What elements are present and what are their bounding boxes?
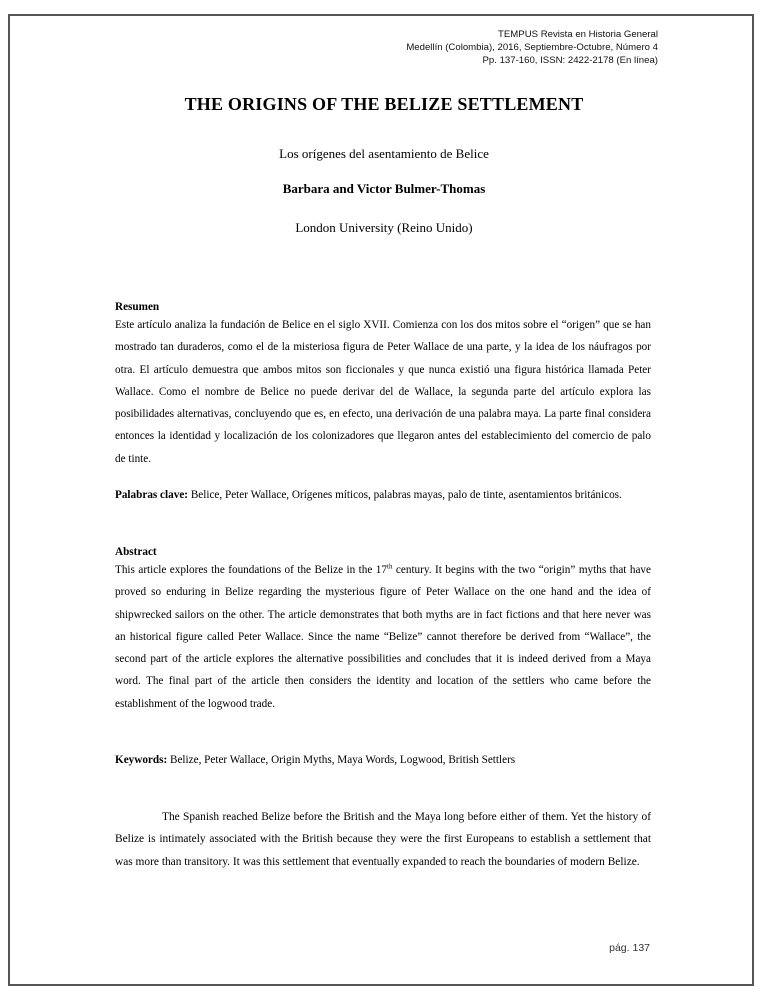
abstract-text bbox=[115, 559, 651, 715]
palabras-clave-section bbox=[115, 484, 651, 506]
resumen-section bbox=[115, 301, 651, 470]
journal-issue: Medellín (Colombia), 2016, Septiembre-Octubre, Número 4 bbox=[406, 42, 658, 53]
author-affiliation: London University (Reino Unido) bbox=[295, 220, 473, 235]
article-authors: Barbara and Victor Bulmer-Thomas bbox=[282, 181, 486, 196]
page-number: pág. 137 bbox=[609, 942, 650, 954]
article-title: THE ORIGINS OF THE BELIZE SETTLEMENT bbox=[184, 94, 584, 114]
article-subtitle: Los orígenes del asentamiento de Belice bbox=[279, 146, 489, 161]
abstract-superscript: th bbox=[387, 562, 393, 571]
resumen-heading: Resumen bbox=[115, 301, 160, 313]
journal-header bbox=[406, 28, 658, 67]
body-paragraph: The Spanish reached Belize before the British and the Maya long before either of them. Yet the history of Belize is intimately associated with the British because they were the first Europeans to establish a settlement that was more than transitory. It was this settlement that eventually expanded to reach the boundaries of modern Belize. bbox=[115, 811, 651, 868]
abstract-text-start: This article explores the foundations of the Belize in the 17 bbox=[115, 564, 387, 576]
journal-pages: Pp. 137-160, ISSN: 2422-2178 (En línea) bbox=[482, 55, 658, 66]
abstract-section bbox=[115, 546, 651, 715]
keywords-label: Keywords: bbox=[115, 754, 168, 766]
abstract-text-rest: century. It begins with the two “origin” myths that have proved so enduring in Belize regarding the mysterious figure of Peter Wallace on the one hand and the idea of shipwrecked sailors on the other. The article demonstrates that both myths are in fact fictions and that here never was an historical figure called Peter Wallace. Since the name “Belize” cannot therefore be derived from “Wallace”, the second part of the article explores the alternative possibilities and concludes that it is indeed derived from a Maya word. The final part of the article then considers the identity and location of the settlers who came before the establishment of the logwood trade. bbox=[115, 564, 651, 710]
journal-name: TEMPUS Revista en Historia General bbox=[498, 29, 658, 40]
body-section bbox=[115, 806, 651, 873]
resumen-text: Este artículo analiza la fundación de Belice en el siglo XVII. Comienza con los dos mitos sobre el “origen” que se han mostrado tan duraderos, como el de la misteriosa figura de Peter Wallace de una parte, y la idea de los náufragos por otra. El artículo demuestra que ambos mitos son ficcionales y que nunca existió una figura histórica llamada Peter Wallace. Como el nombre de Belice no puede derivar del de Wallace, la segunda parte del artículo explora las posibilidades alternativas, concluyendo que es, en efecto, una derivación de una palabra maya. La parte final considera entonces la identidad y localización de los colonizadores que llegaron antes del establecimiento del comercio de palo de tinte. bbox=[115, 319, 651, 465]
palabras-clave-label: Palabras clave: bbox=[115, 489, 189, 501]
abstract-heading: Abstract bbox=[115, 546, 157, 558]
palabras-clave-text: Belice, Peter Wallace, Orígenes míticos, palabras mayas, palo de tinte, asentamientos británicos. bbox=[190, 489, 622, 501]
keywords-section bbox=[115, 749, 651, 771]
keywords-text: Belize, Peter Wallace, Origin Myths, Maya Words, Logwood, British Settlers bbox=[170, 754, 516, 766]
